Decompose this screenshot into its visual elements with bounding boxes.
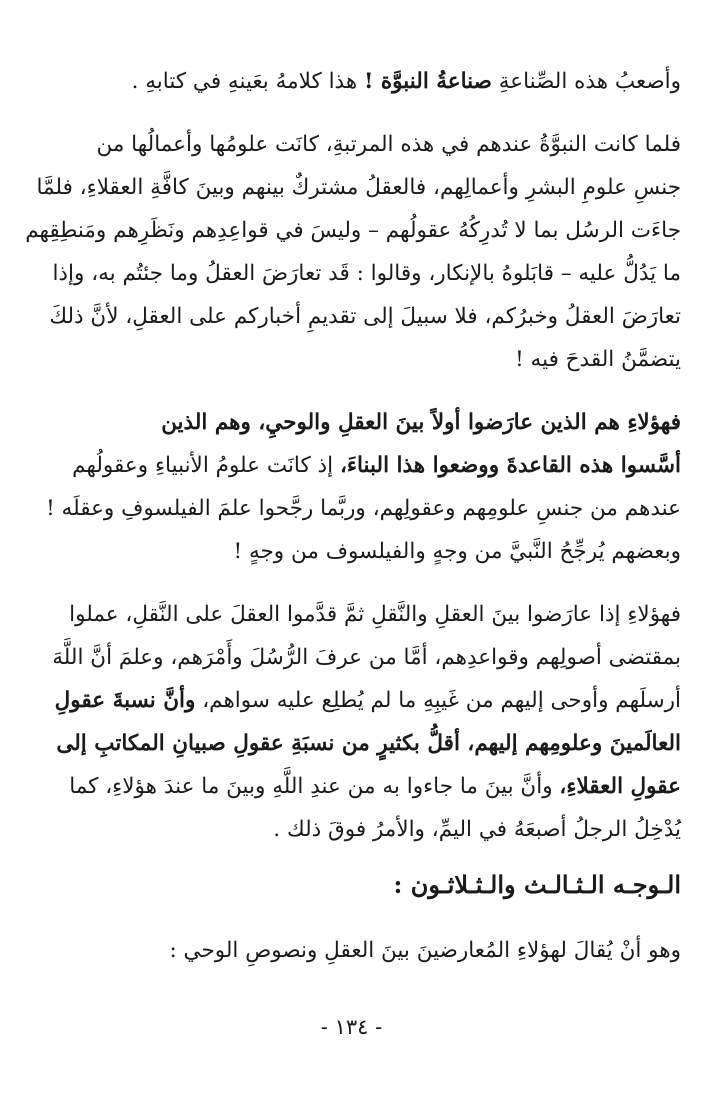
text-run: يُدْخِلُ الرجلُ أصبعَهُ في اليمِّ، والأمرُ فوقَ ذلك . [273, 817, 681, 842]
text-line [18, 166, 681, 209]
text-line [18, 444, 681, 487]
text-run: جاءَت الرسُل بما لا تُدرِكُهُ عقولُهم – وليسَ في قواعِدِهم ونَظَرِهم ومَنطِقِهم [25, 218, 681, 243]
bold-text-run: فهؤلاءِ هم الذين عارَضوا أولاً بينَ العقلِ والوحيِ، وهم الذين [161, 410, 681, 435]
body-text [18, 60, 681, 851]
paragraph [18, 123, 681, 381]
text-line [18, 60, 681, 103]
page-number: - ١٣٤ - [320, 1015, 383, 1039]
text-run: وبعضهم يُرجِّحُ النَّبيَّ من وجهٍ والفيلسوف من وجهٍ ! [233, 539, 681, 564]
text-line [18, 295, 681, 338]
text-line [18, 636, 681, 679]
text-line [18, 209, 681, 252]
text-line [18, 722, 681, 765]
bold-text-run: أسَّسوا هذه القاعدةَ ووضعوا هذا البناءَ، [339, 453, 681, 478]
text-run: وأصعبُ هذه الصِّناعةِ [491, 69, 681, 94]
text-run: عندهم من جنسِ علومِهم وعقولِهم، وربَّما رجَّحوا علمَ الفيلسوفِ وعقلَه ! [46, 496, 681, 521]
paragraph [18, 401, 681, 573]
text-line [18, 338, 681, 381]
text-run: فلما كانت النبوَّةُ عندهم في هذه المرتبةِ، كانَت علومُها وأعمالُها من [96, 132, 681, 157]
bold-text-run: العالَمينَ وعلومِهم إليهم، أقلُّ بكثيرٍ من نسبَةِ عقولِ صبيانِ المكاتبِ إلى [56, 731, 681, 756]
text-run: أرسلَهم وأوحى إليهم من غَيبِهِ ما لم يُطلِع عليه سواهم، [195, 688, 681, 713]
paragraph [18, 60, 681, 103]
bold-text-run: عقولِ العقلاءِ، [559, 774, 681, 799]
text-line [18, 679, 681, 722]
text-run: جنسِ علومِ البشرِ وأعمالِهم، فالعقلُ مشتركٌ بينهم وبينَ كافَّةِ العقلاءِ، فلمَّا [36, 175, 681, 200]
paragraph [18, 593, 681, 851]
text-line [18, 487, 681, 530]
text-line [18, 123, 681, 166]
text-run: ما يَدُلُّ عليه – قابَلوهُ بالإنكار، وقالوا : قَد تعارَضَ العقلُ وما جئتُم به، وإذا [52, 261, 681, 286]
text-run: وأنَّ بينَ ما جاءوا به من عندِ اللَّهِ وبينَ ما عندَ هؤلاءِ، كما [69, 774, 560, 799]
text-run: فهؤلاءِ إذا عارَضوا بينَ العقلِ والنَّقلِ ثمَّ قدَّموا العقلَ على النَّقلِ، عملوا [69, 602, 681, 627]
text-line [18, 252, 681, 295]
text-run: بمقتضى أصولِهم وقواعدِهم، أمَّا من عرفَ الرُّسُلَ وأَمْرَهم، وعلمَ أنَّ اللَّهَ [52, 645, 681, 670]
text-run: هذا كلامهُ بعَينهِ في كتابهِ . [131, 69, 364, 94]
text-run: تعارَضَ العقلُ وخبرُكم، فلا سبيلَ إلى تقديمِ أخباركم على العقلِ، لأنَّ ذلكَ [49, 304, 681, 329]
text-run: إذ كانَت علومُ الأنبياءِ وعقولُهم [72, 453, 340, 478]
section-intro: وهو أنْ يُقالَ لهؤلاءِ المُعارضينَ بينَ العقلِ ونصوصِ الوحي : [169, 938, 681, 963]
bold-text-run: صناعةُ النبوَّة ! [364, 69, 492, 94]
text-run: يتضمَّنُ القدحَ فيه ! [515, 347, 681, 372]
section-heading: الـوجـه الـثـالـث والـثـلاثـون : [393, 870, 681, 899]
text-line [18, 401, 681, 444]
bold-text-run: وأنَّ نسبةَ عقولِ [54, 688, 196, 713]
text-line [18, 808, 681, 851]
text-line [18, 530, 681, 573]
text-line [18, 593, 681, 636]
text-line [18, 765, 681, 808]
